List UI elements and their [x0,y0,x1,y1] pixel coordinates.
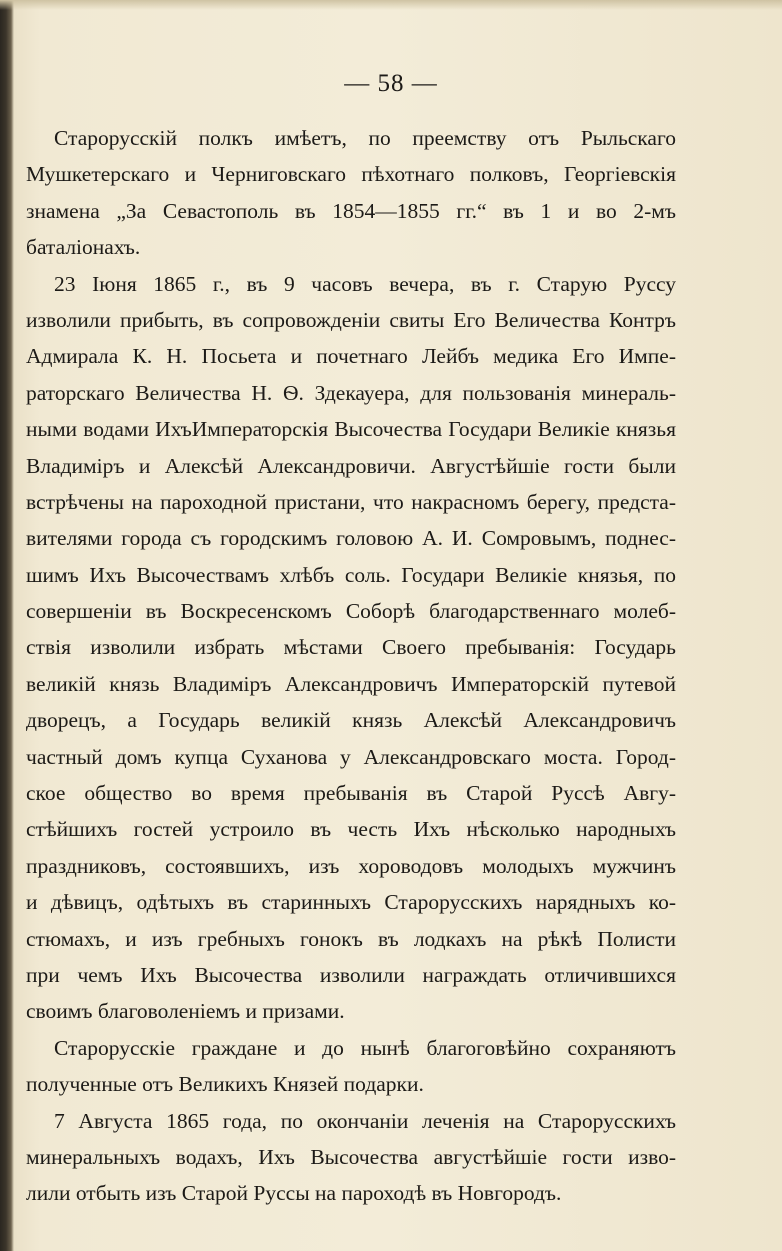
text-line: стѣйшихъ гостей устроило въ честь Ихъ нѣсколько народныхъ [26,817,676,842]
text-line: встрѣчены на пароходной пристани, что накрасномъ берегу, предста- [26,489,676,514]
text-line: баталіонахъ. [26,235,141,260]
text-line: 7 Августа 1865 года, по окончаніи леченія на Старорусскихъ [54,1108,676,1133]
page-number: — 58 — [344,70,438,97]
text-line: лили отбыть изъ Старой Руссы на пароходѣ въ Новгородъ. [26,1181,562,1206]
text-line: минеральныхъ водахъ, Ихъ Высочества августѣйшіе гости изво- [26,1144,676,1169]
text-line: Адмирала К. Н. Посьета и почетнаго Лейбъ медика Его Импе- [26,344,676,369]
text-line: великій князь Владиміръ Александровичъ Императорскій путевой [26,671,676,696]
text-line: при чемъ Ихъ Высочества изволили награждать отличившихся [26,962,676,987]
body-text [26,120,676,1212]
text-line: своимъ благоволеніемъ и призами. [26,999,345,1024]
book-binding-edge [0,0,14,1251]
text-line: дворецъ, а Государь великій князь Алексѣй Александровичъ [26,708,676,733]
text-line: раторскаго Величества Н. Ѳ. Здекауера, для пользованія минераль- [26,380,676,405]
text-line: шимъ Ихъ Высочествамъ хлѣбъ соль. Государи Великіе князья, по [26,562,676,587]
text-line: 23 Іюня 1865 г., въ 9 часовъ вечера, въ г. Старую Руссу [54,271,676,296]
text-line: и дѣвицъ, одѣтыхъ въ старинныхъ Старорусскихъ нарядныхъ ко- [26,890,676,915]
text-line: ными водами ИхъИмператорскія Высочества Государи Великіе князья [26,417,676,442]
text-line: частный домъ купца Суханова у Александровскаго моста. Город- [26,744,676,769]
text-line: вителями города съ городскимъ головою А. И. Сомровымъ, поднес- [26,526,676,551]
text-line: совершеніи въ Воскресенскомъ Соборѣ благодарственнаго молеб- [26,599,676,624]
page-top-edge [0,0,782,10]
text-line: Владиміръ и Алексѣй Александровичи. Августѣйшіе гости были [26,453,676,478]
text-line: Старорусскій полкъ имѣетъ, по преемству отъ Рыльскаго [54,126,676,150]
text-line: ское общество во время пребыванія въ Старой Руссѣ Авгу- [26,781,676,806]
text-line: изволили прибыть, въ сопровожденіи свиты Его Величества Контръ [26,307,676,332]
text-line: ствія изволили избрать мѣстами Своего пребыванія: Государь [26,635,676,660]
text-line: стюмахъ, и изъ гребныхъ гонокъ въ лодкахъ на рѣкѣ Полисти [26,926,676,951]
text-line: знамена „За Севастополь въ 1854—1855 гг.“ въ 1 и во 2-мъ [26,198,676,223]
text-line: праздниковъ, состоявшихъ, изъ хороводовъ молодыхъ мужчинъ [26,853,676,878]
text-line: Старорусскіе граждане и до нынѣ благоговѣйно сохраняютъ [54,1035,676,1060]
text-line: полученные отъ Великихъ Князей подарки. [26,1072,424,1097]
text-line: Мушкетерскаго и Черниговскаго пѣхотнаго полковъ, Георгіевскія [26,162,676,187]
